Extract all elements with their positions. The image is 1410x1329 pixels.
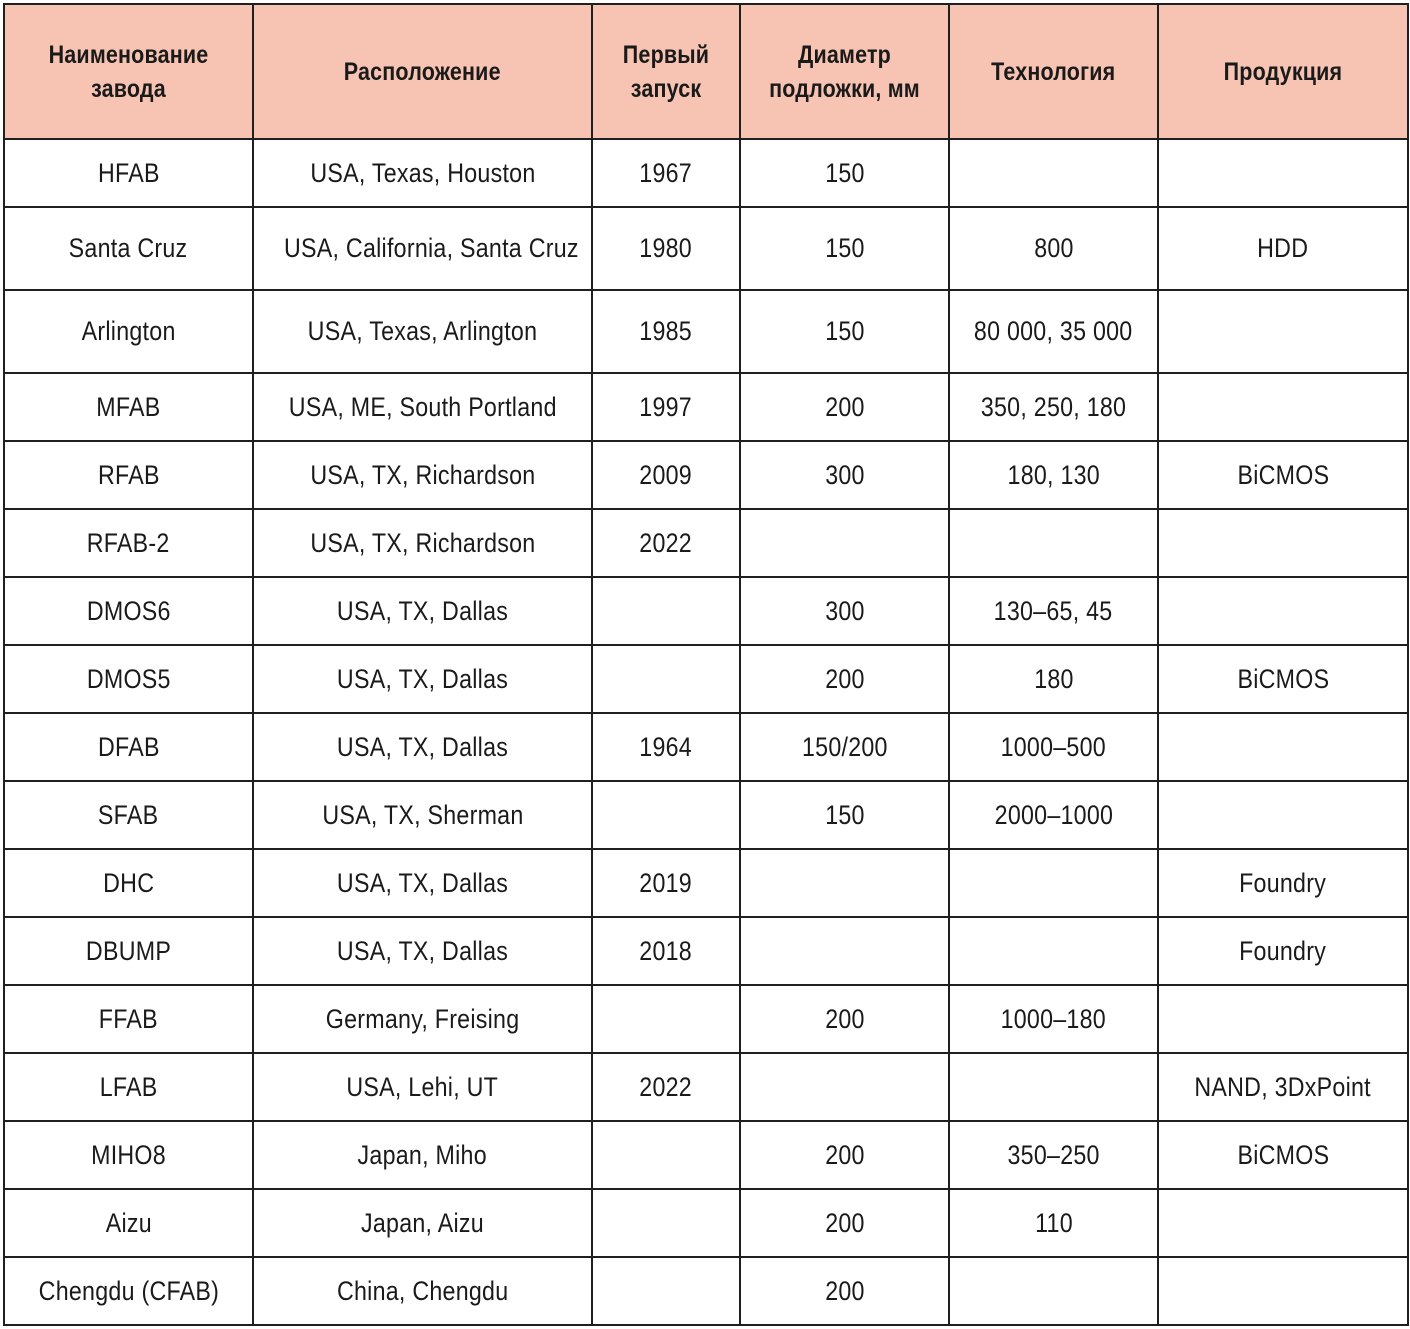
cell-plant-name: [4, 577, 253, 645]
cell-text: 800: [1033, 233, 1074, 263]
cell-text: LFAB: [99, 1071, 158, 1102]
cell-text: Germany, Freising: [325, 1003, 520, 1034]
header-wafer-diameter: [740, 4, 949, 139]
cell-products: [1158, 917, 1408, 985]
cell-plant-name: [4, 1189, 253, 1257]
cell-text: USA, TX, Richardson: [309, 527, 536, 558]
cell-technology: [949, 985, 1158, 1053]
cell-text: 200: [824, 1207, 865, 1238]
cell-technology: [949, 1053, 1158, 1121]
cell-location: [253, 713, 592, 781]
cell-technology: [949, 917, 1158, 985]
cell-text: 350, 250, 180: [980, 391, 1127, 422]
cell-text: 1964: [639, 731, 693, 762]
cell-first-launch: [592, 290, 740, 373]
header-technology: [949, 4, 1158, 139]
cell-text: Arlington: [81, 316, 176, 346]
table-row: [4, 849, 1408, 917]
cell-text: 2019: [639, 867, 693, 898]
cell-text: 80 000, 35 000: [974, 316, 1133, 346]
table-row: [4, 1257, 1408, 1325]
cell-text: 1980: [639, 233, 693, 263]
cell-wafer-diameter: [740, 781, 949, 849]
cell-products: [1158, 290, 1408, 373]
cell-location: [253, 373, 592, 441]
cell-technology: [949, 781, 1158, 849]
cell-text: DBUMP: [85, 935, 172, 966]
cell-technology: [949, 849, 1158, 917]
cell-text: USA, TX, Dallas: [336, 867, 509, 898]
cell-first-launch: [592, 849, 740, 917]
cell-text: USA, Texas, Houston: [309, 157, 536, 188]
cell-products: [1158, 781, 1408, 849]
cell-technology: [949, 509, 1158, 577]
cell-wafer-diameter: [740, 207, 949, 290]
cell-text: RFAB-2: [87, 527, 170, 558]
cell-text: Chengdu (CFAB): [38, 1275, 219, 1306]
cell-text: 1000–180: [1000, 1003, 1107, 1034]
table-row: [4, 577, 1408, 645]
cell-location: [253, 917, 592, 985]
cell-text: 1000–500: [1000, 731, 1107, 762]
cell-text: USA, TX, Sherman: [321, 799, 524, 830]
cell-technology: [949, 1189, 1158, 1257]
cell-wafer-diameter: [740, 1053, 949, 1121]
cell-plant-name: [4, 713, 253, 781]
cell-text: 130–65, 45: [994, 595, 1113, 626]
cell-location: [253, 207, 592, 290]
cell-first-launch: [592, 645, 740, 713]
table-row: [4, 713, 1408, 781]
cell-first-launch: [592, 1189, 740, 1257]
cell-text: USA, TX, Richardson: [309, 459, 536, 490]
cell-text: 350–250: [1007, 1139, 1100, 1170]
cell-location: [253, 645, 592, 713]
cell-products: [1158, 441, 1408, 509]
cell-location: [253, 509, 592, 577]
cell-plant-name: [4, 849, 253, 917]
cell-technology: [949, 645, 1158, 713]
cell-text: 150: [824, 157, 865, 188]
cell-text: Foundry: [1239, 935, 1327, 966]
cell-text: 180: [1033, 663, 1074, 694]
cell-plant-name: [4, 917, 253, 985]
cell-products: [1158, 373, 1408, 441]
cell-text: USA, TX, Dallas: [336, 731, 509, 762]
header-first-launch: [592, 4, 740, 139]
cell-text: USA, TX, Dallas: [336, 663, 509, 694]
cell-wafer-diameter: [740, 1257, 949, 1325]
cell-plant-name: [4, 1257, 253, 1325]
cell-text: 150: [824, 233, 865, 263]
cell-technology: [949, 577, 1158, 645]
cell-products: [1158, 1189, 1408, 1257]
cell-text: FFAB: [98, 1003, 159, 1034]
header-label: Первый запуск: [622, 40, 710, 103]
cell-text: BiCMOS: [1237, 459, 1329, 490]
cell-text: SFAB: [98, 799, 159, 830]
fab-table-container: [3, 3, 1407, 1326]
cell-products: [1158, 139, 1408, 207]
table-row: [4, 781, 1408, 849]
cell-wafer-diameter: [740, 373, 949, 441]
cell-text: 2018: [639, 935, 693, 966]
cell-technology: [949, 290, 1158, 373]
cell-text: China, Chengdu: [336, 1275, 509, 1306]
cell-text: USA, Lehi, UT: [346, 1071, 499, 1102]
cell-text: BiCMOS: [1237, 1139, 1329, 1170]
table-header: [4, 4, 1408, 139]
cell-text: 2022: [639, 527, 693, 558]
cell-first-launch: [592, 1257, 740, 1325]
table-row: [4, 1053, 1408, 1121]
header-plant-name: [4, 4, 253, 139]
header-label: Наименование завода: [48, 40, 209, 103]
cell-wafer-diameter: [740, 849, 949, 917]
cell-plant-name: [4, 139, 253, 207]
cell-products: [1158, 1121, 1408, 1189]
cell-text: HDD: [1257, 233, 1309, 263]
cell-location: [253, 985, 592, 1053]
cell-wafer-diameter: [740, 917, 949, 985]
cell-text: Santa Cruz: [69, 233, 188, 263]
cell-location: [253, 1053, 592, 1121]
cell-text: DHC: [102, 867, 155, 898]
fab-table: [3, 3, 1409, 1326]
table-row: [4, 207, 1408, 290]
table-row: [4, 373, 1408, 441]
cell-text: RFAB: [97, 459, 160, 490]
cell-plant-name: [4, 1053, 253, 1121]
cell-location: [253, 139, 592, 207]
cell-text: MFAB: [96, 391, 161, 422]
cell-first-launch: [592, 985, 740, 1053]
table-row: [4, 509, 1408, 577]
cell-text: DMOS5: [86, 663, 171, 694]
cell-text: 2000–1000: [994, 799, 1113, 830]
table-body: [4, 139, 1408, 1325]
cell-wafer-diameter: [740, 509, 949, 577]
cell-plant-name: [4, 373, 253, 441]
cell-plant-name: [4, 290, 253, 373]
cell-location: [253, 290, 592, 373]
cell-wafer-diameter: [740, 1189, 949, 1257]
cell-text: 1997: [639, 391, 693, 422]
cell-text: 150: [824, 799, 865, 830]
cell-products: [1158, 577, 1408, 645]
header-products: [1158, 4, 1408, 139]
cell-text: 150: [824, 316, 865, 346]
cell-first-launch: [592, 509, 740, 577]
cell-products: [1158, 713, 1408, 781]
cell-products: [1158, 509, 1408, 577]
cell-wafer-diameter: [740, 577, 949, 645]
cell-text: 150/200: [801, 731, 888, 762]
cell-products: [1158, 1257, 1408, 1325]
cell-first-launch: [592, 577, 740, 645]
cell-plant-name: [4, 645, 253, 713]
cell-text: 1985: [639, 316, 693, 346]
cell-text: 200: [824, 1275, 865, 1306]
cell-text: Foundry: [1239, 867, 1327, 898]
table-row: [4, 1121, 1408, 1189]
cell-text: USA, California, Santa Cruz: [283, 233, 579, 263]
header-label: Диаметр подложки, мм: [769, 40, 920, 103]
cell-location: [253, 1257, 592, 1325]
cell-text: NAND, 3DxPoint: [1194, 1071, 1372, 1102]
cell-technology: [949, 713, 1158, 781]
cell-plant-name: [4, 441, 253, 509]
cell-text: HFAB: [97, 157, 160, 188]
cell-text: USA, TX, Dallas: [336, 595, 509, 626]
cell-plant-name: [4, 985, 253, 1053]
cell-technology: [949, 1121, 1158, 1189]
table-row: [4, 917, 1408, 985]
cell-wafer-diameter: [740, 290, 949, 373]
table-row: [4, 441, 1408, 509]
cell-text: 300: [824, 459, 865, 490]
cell-text: BiCMOS: [1237, 663, 1329, 694]
cell-plant-name: [4, 207, 253, 290]
cell-text: USA, TX, Dallas: [336, 935, 509, 966]
cell-location: [253, 1189, 592, 1257]
cell-text: 110: [1034, 1207, 1073, 1238]
cell-text: Japan, Miho: [357, 1139, 488, 1170]
table-row: [4, 290, 1408, 373]
cell-text: Japan, Aizu: [361, 1207, 484, 1238]
cell-products: [1158, 849, 1408, 917]
cell-wafer-diameter: [740, 985, 949, 1053]
cell-first-launch: [592, 1053, 740, 1121]
cell-text: 200: [824, 391, 865, 422]
cell-technology: [949, 139, 1158, 207]
cell-plant-name: [4, 509, 253, 577]
cell-first-launch: [592, 1121, 740, 1189]
cell-wafer-diameter: [740, 713, 949, 781]
cell-plant-name: [4, 1121, 253, 1189]
cell-products: [1158, 985, 1408, 1053]
table-row: [4, 985, 1408, 1053]
cell-text: 200: [824, 1139, 865, 1170]
cell-location: [253, 849, 592, 917]
cell-products: [1158, 1053, 1408, 1121]
cell-text: 200: [824, 663, 865, 694]
cell-text: 200: [824, 1003, 865, 1034]
cell-wafer-diameter: [740, 1121, 949, 1189]
cell-products: [1158, 207, 1408, 290]
header-label: Технология: [991, 57, 1116, 86]
cell-wafer-diameter: [740, 645, 949, 713]
table-row: [4, 645, 1408, 713]
header-label: Продукция: [1223, 57, 1343, 86]
cell-text: 1967: [639, 157, 693, 188]
header-row: [4, 4, 1408, 139]
header-location: [253, 4, 592, 139]
cell-text: DMOS6: [86, 595, 171, 626]
cell-location: [253, 577, 592, 645]
header-label: Расположение: [344, 57, 501, 86]
cell-location: [253, 781, 592, 849]
cell-first-launch: [592, 713, 740, 781]
cell-plant-name: [4, 781, 253, 849]
cell-wafer-diameter: [740, 441, 949, 509]
table-row: [4, 139, 1408, 207]
cell-first-launch: [592, 917, 740, 985]
cell-text: USA, ME, South Portland: [288, 391, 557, 422]
cell-text: USA, Texas, Arlington: [307, 316, 538, 346]
cell-products: [1158, 645, 1408, 713]
cell-first-launch: [592, 441, 740, 509]
cell-text: 2022: [639, 1071, 693, 1102]
cell-location: [253, 441, 592, 509]
cell-technology: [949, 373, 1158, 441]
cell-text: 180, 130: [1007, 459, 1100, 490]
cell-wafer-diameter: [740, 139, 949, 207]
cell-first-launch: [592, 781, 740, 849]
cell-text: 300: [824, 595, 865, 626]
cell-first-launch: [592, 139, 740, 207]
table-row: [4, 1189, 1408, 1257]
cell-text: Aizu: [105, 1207, 152, 1238]
cell-first-launch: [592, 373, 740, 441]
cell-first-launch: [592, 207, 740, 290]
cell-technology: [949, 207, 1158, 290]
cell-text: 2009: [639, 459, 693, 490]
cell-technology: [949, 441, 1158, 509]
cell-location: [253, 1121, 592, 1189]
cell-technology: [949, 1257, 1158, 1325]
cell-text: MIHO8: [91, 1139, 166, 1170]
cell-text: DFAB: [97, 731, 160, 762]
